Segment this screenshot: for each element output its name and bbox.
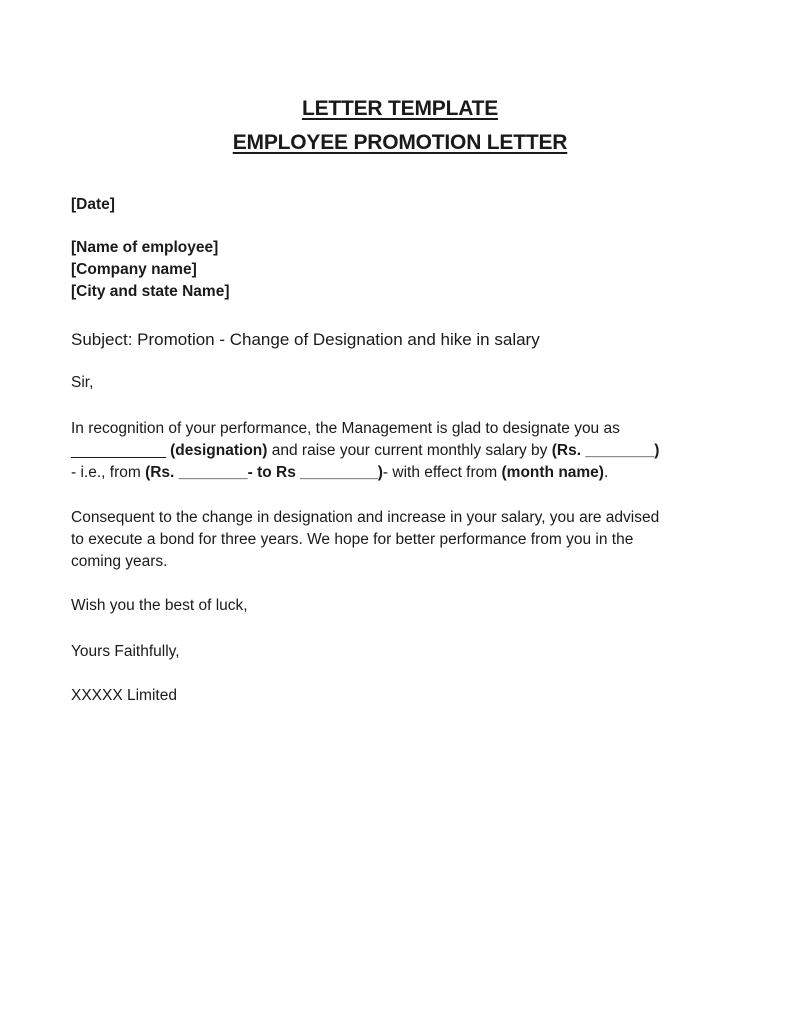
raise-text: and raise your current monthly salary by [267, 442, 552, 459]
paragraph2-line1: Consequent to the change in designation and increase in your salary, you are advised [71, 509, 660, 526]
paragraph1-line1: In recognition of your performance, the Management is glad to designate you as [71, 420, 620, 437]
recipient-address [71, 237, 751, 303]
closing-line: Yours Faithfully, [71, 643, 180, 660]
signature-company: XXXXX Limited [71, 687, 177, 704]
month-name-placeholder: (month name) [501, 464, 604, 481]
salary-range-blank: (Rs. ________- to Rs _________) [145, 464, 383, 481]
salutation: Sir, [71, 374, 94, 391]
subject-line: Subject: Promotion - Change of Designation and hike in salary [71, 330, 540, 349]
paragraph-promotion-details [71, 418, 751, 484]
company-name-placeholder: [Company name] [71, 261, 197, 278]
date-placeholder: [Date] [71, 196, 115, 213]
paragraph-bond-notice [71, 507, 751, 573]
document-title: LETTER TEMPLATE [301, 97, 499, 120]
paragraph2-line3: coming years. [71, 553, 168, 570]
city-state-placeholder: [City and state Name] [71, 283, 230, 300]
designation-label: (designation) [165, 442, 268, 459]
raise-amount-blank: (Rs. ________) [551, 442, 660, 459]
paragraph2-line2: to execute a bond for three years. We hope for better performance from you in the [71, 531, 634, 548]
effect-text: - with effect from [382, 464, 502, 481]
paragraph1-line2 [71, 440, 751, 462]
wish-line: Wish you the best of luck, [71, 597, 248, 614]
period: . [603, 464, 609, 481]
document-subtitle: EMPLOYEE PROMOTION LETTER [232, 131, 568, 154]
employee-name-placeholder: [Name of employee] [71, 239, 219, 256]
paragraph1-line3 [71, 462, 751, 484]
designation-blank: ___________ [71, 442, 166, 459]
ie-from-text: - i.e., from [71, 464, 146, 481]
